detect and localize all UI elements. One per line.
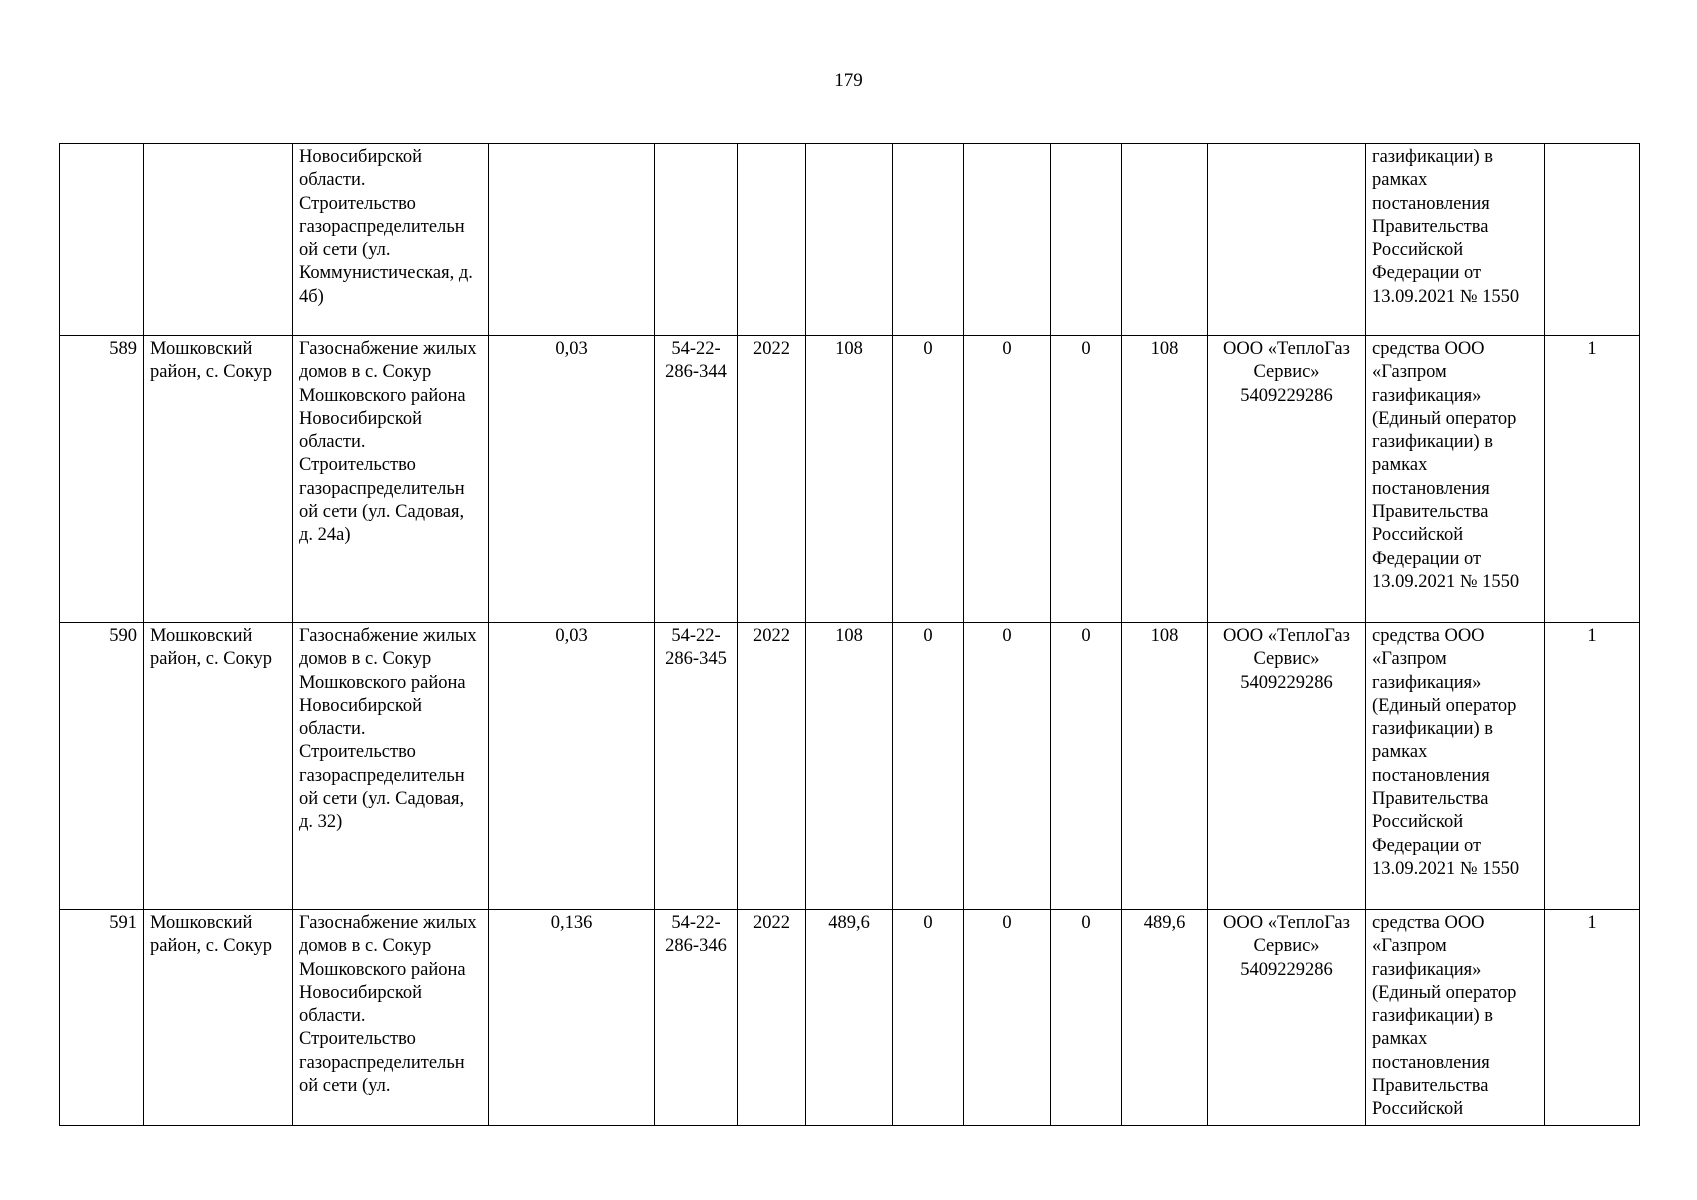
cell-num: 591 <box>60 910 144 1126</box>
cell-v1: 0 <box>893 623 964 910</box>
table-row-continuation <box>60 144 1640 336</box>
cell-year: 2022 <box>738 910 806 1126</box>
cell-object-name: Газоснабжение жилых домов в с. Сокур Мошковского района Новосибирской области. Строительство газораспределительн ой сети (ул. <box>293 910 489 1126</box>
cell-object-name: Газоснабжение жилых домов в с. Сокур Мошковского района Новосибирской области. Строительство газораспределительн ой сети (ул. Садовая, д. 24а) <box>293 336 489 623</box>
cell-v1: 0 <box>893 910 964 1126</box>
cell-last: 1 <box>1545 910 1640 1126</box>
cell-code: 54-22- 286-345 <box>655 623 738 910</box>
cell-code: 54-22- 286-344 <box>655 336 738 623</box>
cell-v4: 108 <box>1122 336 1208 623</box>
cell-length: 0,03 <box>489 336 655 623</box>
cell-funding-source: газификации) в рамках постановления Правительства Российской Федерации от 13.09.2021 № 1550 <box>1366 144 1545 336</box>
table-row <box>60 910 1640 1126</box>
cell-num: 589 <box>60 336 144 623</box>
cell-v1 <box>893 144 964 336</box>
cell-v2: 0 <box>964 910 1051 1126</box>
cell-num: 590 <box>60 623 144 910</box>
cell-object-name: Новосибирской области. Строительство газораспределительн ой сети (ул. Коммунистическая, д. 4б) <box>293 144 489 336</box>
cell-last: 1 <box>1545 623 1640 910</box>
cell-v3: 0 <box>1051 623 1122 910</box>
cell-code: 54-22- 286-346 <box>655 910 738 1126</box>
table-row <box>60 623 1640 910</box>
cell-funding-source: средства ООО «Газпром газификация» (Единый оператор газификации) в рамках постановления Правительства Российской Федерации от 13.09.2021 № 1550 <box>1366 336 1545 623</box>
table-row <box>60 336 1640 623</box>
cell-v4: 489,6 <box>1122 910 1208 1126</box>
gasification-objects-table <box>59 143 1640 1126</box>
cell-v4: 108 <box>1122 623 1208 910</box>
cell-v2 <box>964 144 1051 336</box>
cell-year: 2022 <box>738 336 806 623</box>
cell-v3: 0 <box>1051 910 1122 1126</box>
cell-location: Мошковский район, с. Сокур <box>144 336 293 623</box>
cell-total: 108 <box>806 623 893 910</box>
cell-year: 2022 <box>738 623 806 910</box>
cell-length: 0,03 <box>489 623 655 910</box>
cell-last <box>1545 144 1640 336</box>
cell-location <box>144 144 293 336</box>
cell-year <box>738 144 806 336</box>
cell-organization: ООО «ТеплоГаз Сервис» 5409229286 <box>1208 623 1366 910</box>
cell-total <box>806 144 893 336</box>
cell-total: 108 <box>806 336 893 623</box>
cell-length <box>489 144 655 336</box>
cell-total: 489,6 <box>806 910 893 1126</box>
cell-organization: ООО «ТеплоГаз Сервис» 5409229286 <box>1208 910 1366 1126</box>
cell-v2: 0 <box>964 623 1051 910</box>
cell-v3: 0 <box>1051 336 1122 623</box>
cell-funding-source: средства ООО «Газпром газификация» (Единый оператор газификации) в рамках постановления Правительства Российской <box>1366 910 1545 1126</box>
cell-v4 <box>1122 144 1208 336</box>
cell-v3 <box>1051 144 1122 336</box>
cell-v2: 0 <box>964 336 1051 623</box>
cell-last: 1 <box>1545 336 1640 623</box>
cell-funding-source: средства ООО «Газпром газификация» (Единый оператор газификации) в рамках постановления Правительства Российской Федерации от 13.09.2021 № 1550 <box>1366 623 1545 910</box>
cell-location: Мошковский район, с. Сокур <box>144 910 293 1126</box>
cell-code <box>655 144 738 336</box>
cell-organization <box>1208 144 1366 336</box>
cell-object-name: Газоснабжение жилых домов в с. Сокур Мошковского района Новосибирской области. Строительство газораспределительн ой сети (ул. Садовая, д. 32) <box>293 623 489 910</box>
cell-num <box>60 144 144 336</box>
cell-v1: 0 <box>893 336 964 623</box>
cell-organization: ООО «ТеплоГаз Сервис» 5409229286 <box>1208 336 1366 623</box>
cell-location: Мошковский район, с. Сокур <box>144 623 293 910</box>
page-number: 179 <box>834 70 863 91</box>
cell-length: 0,136 <box>489 910 655 1126</box>
